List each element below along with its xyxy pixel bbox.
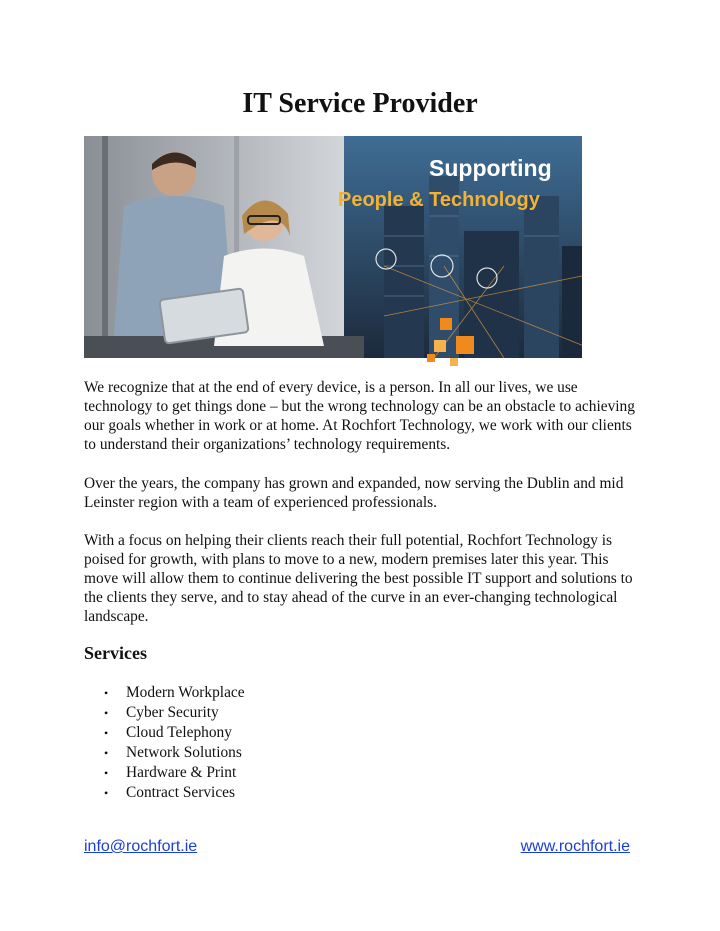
- hero-headline-line2: People & Technology: [338, 189, 540, 211]
- service-label: Cloud Telephony: [126, 724, 232, 741]
- list-item: [100, 743, 245, 763]
- page-title: IT Service Provider: [242, 88, 478, 119]
- service-label: Contract Services: [126, 784, 235, 801]
- list-item: [100, 783, 245, 803]
- email-link[interactable]: info@rochfort.ie: [84, 838, 198, 855]
- website-link[interactable]: www.rochfort.ie: [520, 838, 630, 855]
- hero-illustration: [84, 136, 582, 358]
- growth-paragraph: Over the years, the company has grown and expanded, now serving the Dublin and mid Leinster region with a team of experienced professionals.: [84, 475, 624, 511]
- orange-squares-decoration: [424, 318, 484, 368]
- service-label: Network Solutions: [126, 744, 242, 761]
- services-list: [100, 683, 245, 803]
- bullet-icon: •: [104, 706, 109, 720]
- future-paragraph: With a focus on helping their clients reach their full potential, Rochfort Technology is poised for growth, with plans to move to a new, modern premises later this year. This move will allow them to continue delivering the best possible IT support and solutions to the clients they serve, and to stay ahead of the curve in an ever-changing technological landscape.: [84, 532, 633, 625]
- bullet-icon: •: [104, 786, 109, 800]
- service-label: Modern Workplace: [126, 684, 245, 701]
- list-item: [100, 683, 245, 703]
- bullet-icon: •: [104, 726, 109, 740]
- services-heading: Services: [84, 643, 147, 663]
- bullet-icon: •: [104, 766, 109, 780]
- hero-headline-line1: Supporting: [429, 155, 552, 181]
- hero-banner-image: [84, 136, 582, 358]
- list-item: [100, 723, 245, 743]
- bullet-icon: •: [104, 746, 109, 760]
- intro-paragraph: We recognize that at the end of every device, is a person. In all our lives, we use technology to get things done – but the wrong technology can be an obstacle to achieving our goals whether in work or at home. At Rochfort Technology, we work with our clients to understand their organizations’ technology requirements.: [84, 379, 635, 453]
- list-item: [100, 763, 245, 783]
- list-item: [100, 703, 245, 723]
- bullet-icon: •: [104, 686, 109, 700]
- service-label: Hardware & Print: [126, 764, 237, 781]
- service-label: Cyber Security: [126, 704, 219, 721]
